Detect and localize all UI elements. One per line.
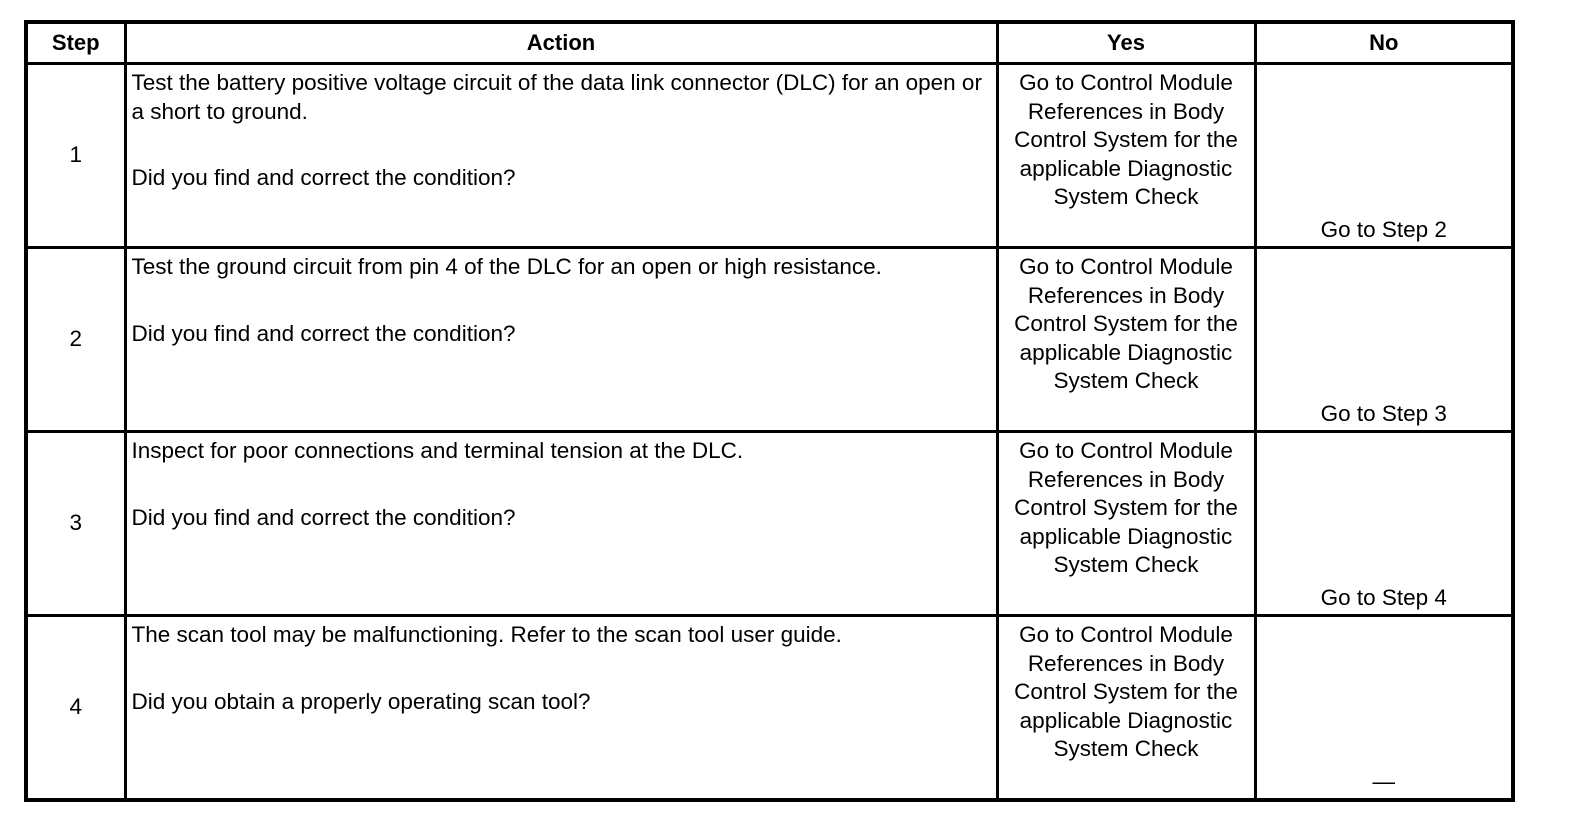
action-instruction: Test the battery positive voltage circuit of the data link connector (DLC) for an open or a short to ground. [131,70,982,124]
header-action: Action [125,22,997,64]
no-result: Go to Step 4 [1255,432,1513,616]
table-row [26,432,1513,616]
yes-result: Go to Control Module References in Body Control System for the applicable Diagnostic System Check [997,432,1255,616]
action-cell [125,248,997,432]
no-result: Go to Step 3 [1255,248,1513,432]
table-row [26,616,1513,801]
yes-result: Go to Control Module References in Body Control System for the applicable Diagnostic System Check [997,616,1255,801]
step-number: 3 [26,432,125,616]
action-instruction: Inspect for poor connections and terminal tension at the DLC. [131,438,744,463]
action-question: Did you find and correct the condition? [131,504,516,530]
table-row [26,248,1513,432]
action-cell [125,616,997,801]
header-row [26,22,1513,64]
action-question: Did you find and correct the condition? [131,165,516,190]
step-number: 1 [26,64,125,248]
table-row [26,64,1513,248]
action-cell [125,432,997,616]
no-result: — [1255,616,1513,801]
yes-result: Go to Control Module References in Body Control System for the applicable Diagnostic System Check [997,64,1255,248]
header-step: Step [26,22,125,64]
action-cell [125,64,997,248]
action-question: Did you obtain a properly operating scan tool? [131,688,591,714]
step-number: 2 [26,248,125,432]
step-number: 4 [26,616,125,801]
diagnostic-table [24,20,1515,802]
header-no: No [1255,22,1513,64]
action-question: Did you find and correct the condition? [131,320,516,346]
no-result: Go to Step 2 [1255,64,1513,248]
action-instruction: Test the ground circuit from pin 4 of the DLC for an open or high resistance. [131,254,882,279]
yes-result: Go to Control Module References in Body Control System for the applicable Diagnostic System Check [997,248,1255,432]
action-instruction: The scan tool may be malfunctioning. Refer to the scan tool user guide. [131,622,842,647]
header-yes: Yes [997,22,1255,64]
